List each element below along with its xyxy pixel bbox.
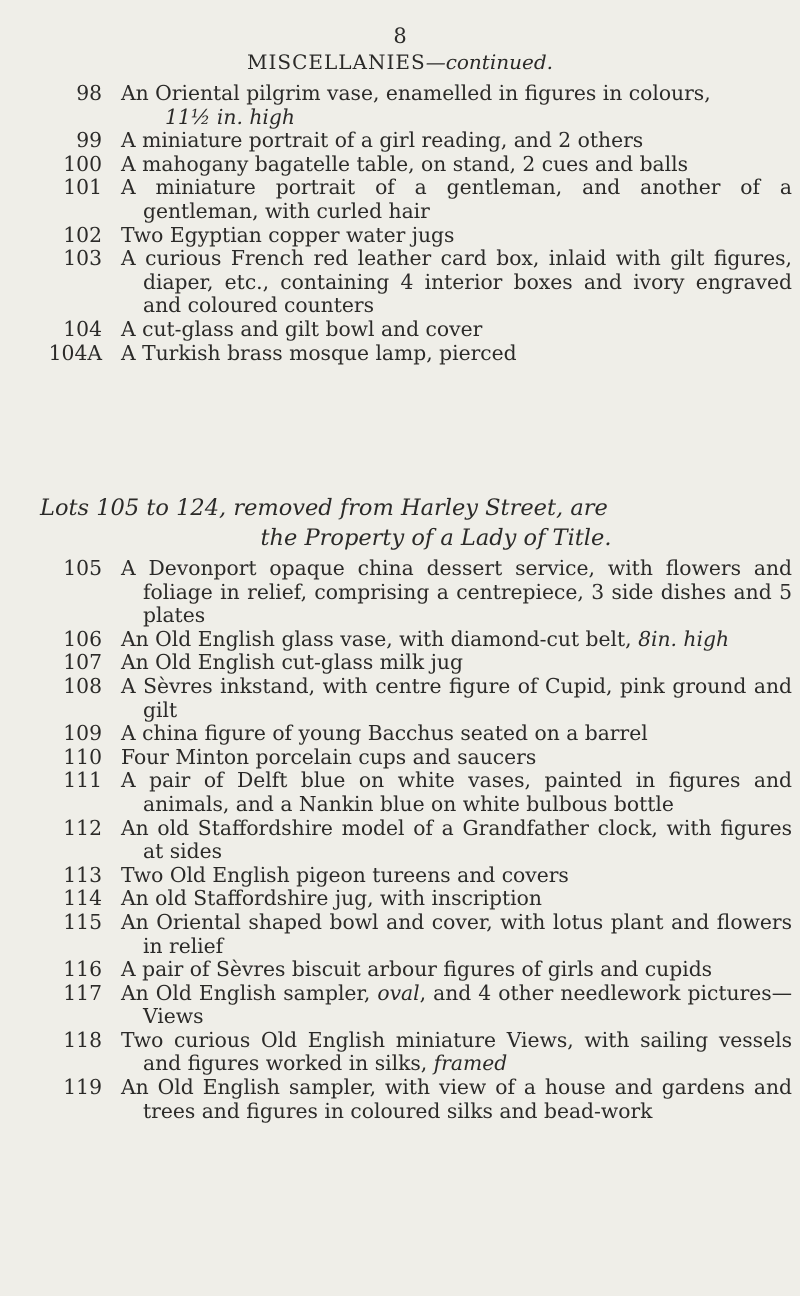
lot-description: An Old English sampler, with view of a house and gardens and trees and figures in coloured silks and bead-work [121,1075,792,1123]
lot-number: 116 [63,957,102,982]
section-heading [0,50,800,74]
lot-description: An old Staffordshire model of a Grandfather clock, with figures at sides [121,815,792,864]
lot-description: An Oriental pilgrim vase, enamelled in figures in colours, 11½ in. high [121,81,711,129]
lot-number: 114 [63,886,102,911]
lot-107 [40,651,792,675]
lot-111 [40,769,792,816]
lot-number: 112 [63,815,102,840]
page-number: 8 [393,24,407,48]
lot-104 [40,318,792,342]
lot-104a [40,342,792,366]
lot-description: An Old English glass vase, with diamond-cut belt, 8in. high [121,626,730,651]
lot-description: A Sèvres inkstand, with centre figure of Cupid, pink ground and gilt [121,673,792,722]
lot-number: 111 [63,768,102,793]
lot-description: A miniature portrait of a girl reading, and 2 others [121,128,644,153]
lot-119 [40,1076,792,1123]
provenance-note [40,493,792,553]
lot-description: A miniature portrait of a gentleman, and another of a gentleman, with curled hair [121,175,792,223]
lot-number: 107 [63,650,102,675]
lot-description: An old Staffordshire jug, with inscription [121,886,542,911]
heading-text: MISCELLANIES [246,50,426,74]
lot-number: 119 [63,1075,102,1100]
lot-number: 103 [63,246,102,271]
lot-number: 101 [63,175,102,200]
lot-114 [40,887,792,911]
lot-109 [40,722,792,746]
lot-102 [40,224,792,248]
lot-112 [40,817,792,864]
lot-list-part1 [40,82,792,365]
lot-number: 117 [63,980,102,1005]
lot-number: 99 [76,128,102,153]
lot-117 [40,982,792,1029]
lot-list-part2 [40,557,792,1123]
lot-number: 113 [63,862,102,887]
lot-number: 115 [63,909,102,934]
lot-description: Four Minton porcelain cups and saucers [121,744,537,769]
lot-101 [40,176,792,223]
lot-number: 106 [63,626,102,651]
lot-100 [40,153,792,177]
lot-106 [40,628,792,652]
lot-115 [40,911,792,958]
lot-118 [40,1029,792,1076]
lot-108 [40,675,792,722]
lot-description: An Old English cut-glass milk jug [121,650,463,675]
lot-103 [40,247,792,318]
lot-description: A cut-glass and gilt bowl and cover [121,316,483,341]
lot-number: 98 [76,81,102,105]
lot-105 [40,557,792,628]
lot-description: A pair of Sèvres biscuit arbour figures of girls and cupids [121,957,713,982]
lot-98 [40,82,792,129]
heading-suffix: —continued. [425,50,554,74]
provenance-line-2: the Property of a Lady of Title. [260,525,612,551]
lot-number: 104A [48,340,102,365]
lot-number: 109 [63,721,102,746]
lot-113 [40,864,792,888]
lot-number: 108 [63,673,102,698]
lot-description: Two Old English pigeon tureens and covers [121,862,569,887]
lot-description: An Old English sampler, oval, and 4 other needlework pictures—Views [121,980,792,1029]
lot-number: 118 [63,1027,102,1052]
lot-description: Two Egyptian copper water jugs [121,222,455,247]
lot-number: 105 [63,556,102,580]
lot-number: 100 [63,151,102,176]
lot-description: A curious French red leather card box, inlaid with gilt figures, diaper, etc., containing 4 interior boxes and ivory engraved and coloured counters [121,246,792,318]
lot-description: A china figure of young Bacchus seated on a barrel [121,721,648,746]
lot-description: A Devonport opaque china dessert service, with flowers and foliage in relief, comprising a centrepiece, 3 side dishes and 5 plates [121,556,792,628]
lot-number: 104 [63,316,102,341]
lot-110 [40,746,792,770]
lot-description: A pair of Delft blue on white vases, painted in figures and animals, and a Nankin blue on white bulbous bottle [121,768,792,816]
lot-number: 110 [63,744,102,769]
lot-description: Two curious Old English miniature Views, with sailing vessels and figures worked in silks, framed [121,1027,792,1076]
lot-116 [40,958,792,982]
lot-description: An Oriental shaped bowl and cover, with lotus plant and flowers in relief [121,909,792,958]
lot-description: A mahogany bagatelle table, on stand, 2 cues and balls [121,151,689,176]
provenance-line-1: Lots 105 to 124, removed from Harley Street, are [40,495,608,521]
lot-number: 102 [63,222,102,247]
lot-99 [40,129,792,153]
lot-description: A Turkish brass mosque lamp, pierced [121,340,517,365]
